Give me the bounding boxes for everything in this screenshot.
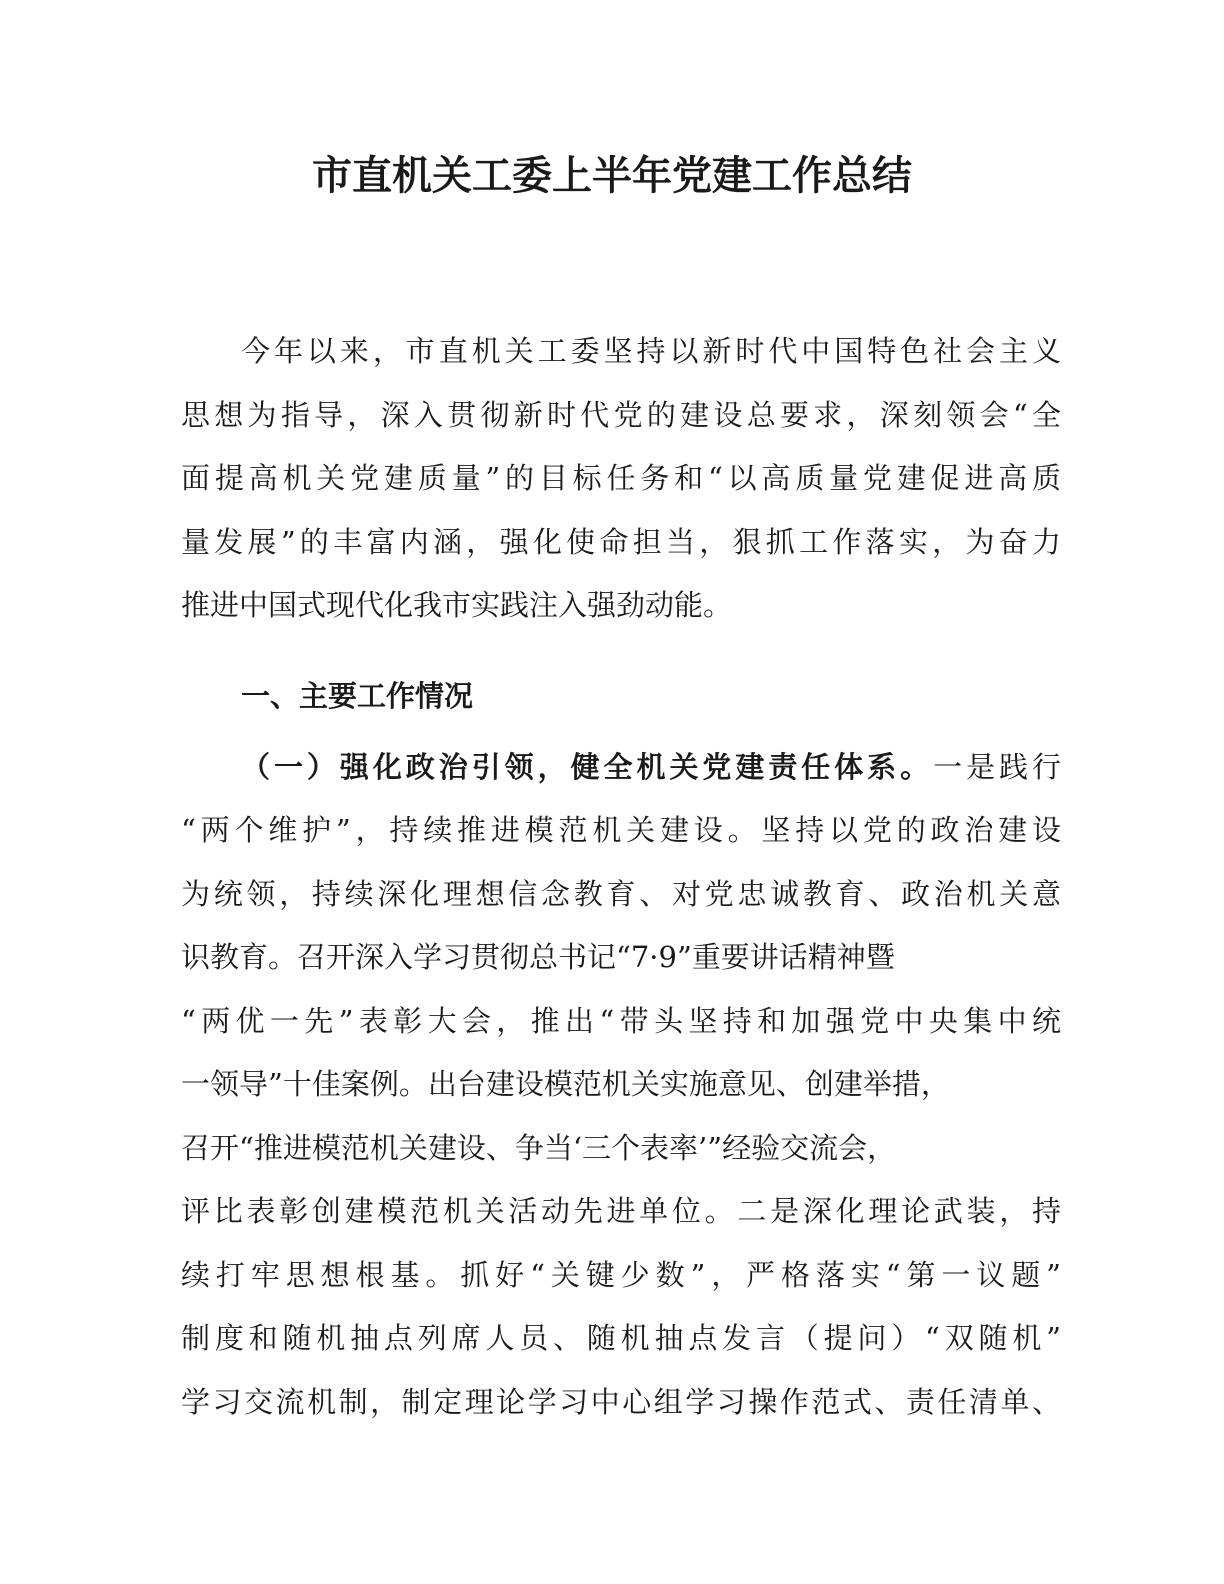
subsection-bold-lead: （一）强化政治引领，健全机关党建责任体系。 xyxy=(241,749,934,784)
body-line: 制度和随机抽点列席人员、随机抽点发言（提问）“双随机” xyxy=(181,1321,1061,1355)
intro-line: 面提高机关党建质量”的目标任务和“以高质量党建促进高质 xyxy=(181,461,1061,495)
section-heading: 一、主要工作情况 xyxy=(241,678,474,713)
body-line: “两优一先”表彰大会，推出“带头坚持和加强党中央集中统 xyxy=(181,1003,1061,1038)
subsection-first-line xyxy=(181,736,1061,800)
body-line: 识教育。召开深入学习贯彻总书记“7·9”重要讲话精神暨 xyxy=(181,940,895,974)
body-line: 评比表彰创建模范机关活动先进单位。二是深化理论武装，持 xyxy=(181,1194,1061,1228)
paragraph-gap xyxy=(181,638,1061,656)
document-title: 市直机关工委上半年党建工作总结 xyxy=(312,153,912,199)
subsection-lead-rest: 一是践行 xyxy=(933,749,1061,784)
intro-line: 推进中国式现代化我市实践注入强劲动能。 xyxy=(181,588,733,622)
body-line: 学习交流机制，制定理论学习中心组学习操作范式、责任清单、 xyxy=(181,1384,1061,1419)
document-body xyxy=(181,320,1061,1434)
body-line: 一领导”十佳案例。出台建设模范机关实施意见、创建举措， xyxy=(181,1067,950,1101)
body-line: 为统领，持续深化理想信念教育、对党忠诚教育、政治机关意 xyxy=(181,876,1061,911)
body-line: 续打牢思想根基。抓好“关键少数”，严格落实“第一议题” xyxy=(181,1257,1061,1292)
intro-line: 思想为指导，深入贯彻新时代党的建设总要求，深刻领会“全 xyxy=(181,397,1061,432)
body-line: 召开“推进模范机关建设、争当‘三个表率’”经验交流会， xyxy=(181,1130,897,1165)
body-line: “两个维护”，持续推进模范机关建设。坚持以党的政治建设 xyxy=(181,813,1061,847)
intro-line: 今年以来，市直机关工委坚持以新时代中国特色社会主义 xyxy=(241,334,1061,368)
intro-line: 量发展”的丰富内涵，强化使命担当，狠抓工作落实，为奋力 xyxy=(181,524,1061,559)
